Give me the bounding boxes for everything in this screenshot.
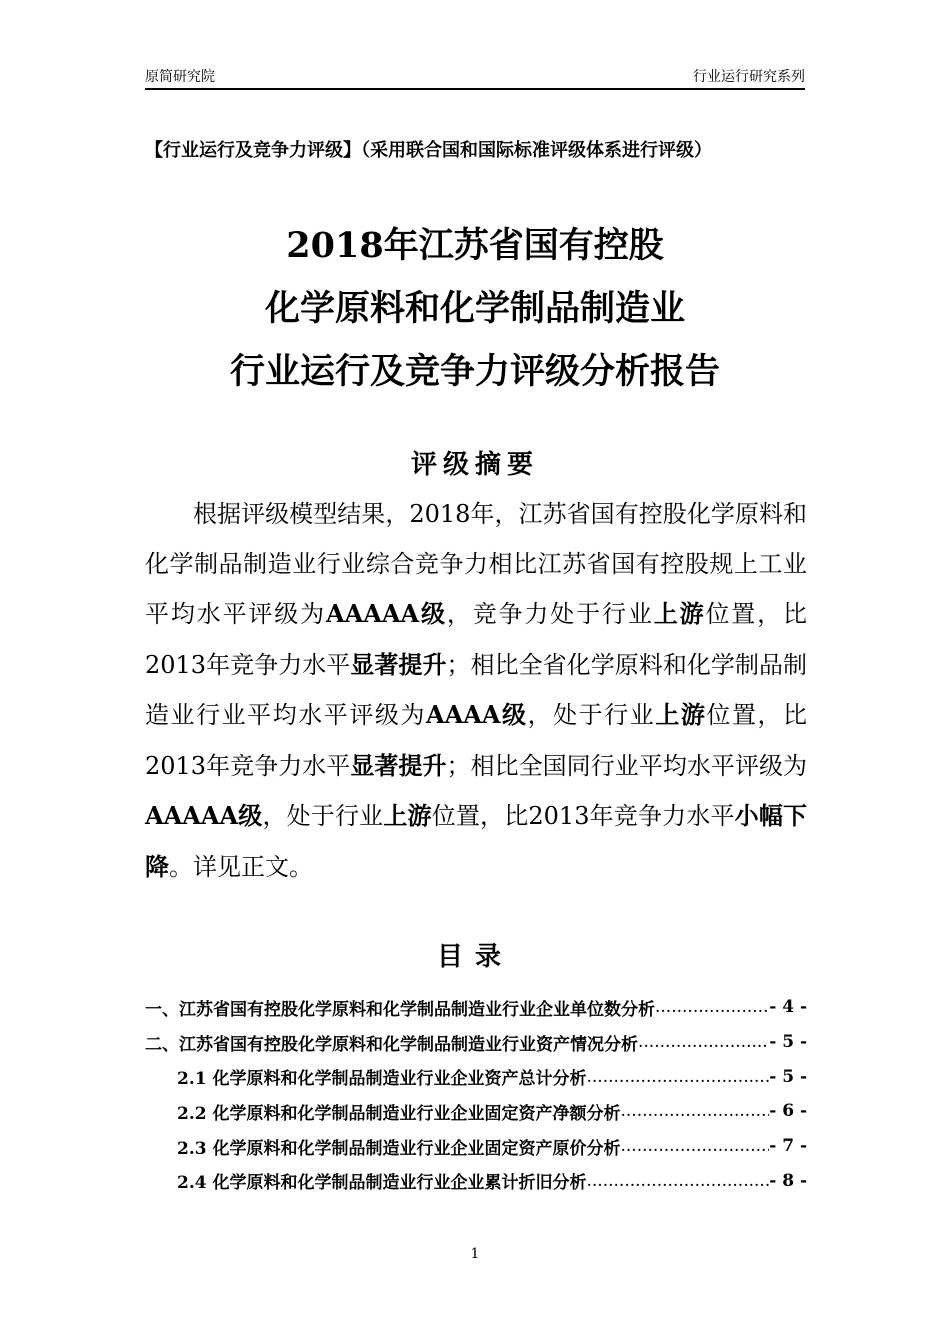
toc-entry-page: - 5 - <box>769 1032 807 1053</box>
report-title <box>0 214 950 403</box>
toc-entry-label[interactable]: 2.4 化学原料和化学制品制造业行业企业累计折旧分析 <box>177 1173 587 1194</box>
toc-entry-page: - 6 - <box>769 1101 807 1122</box>
toc-entry-page: - 7 - <box>769 1136 807 1157</box>
toc-leader-dots <box>638 1032 769 1052</box>
summary-heading: 评级摘要 <box>410 450 539 480</box>
toc-leader-dots <box>587 1067 770 1087</box>
summary-text: ；相比全国同行业平均水平评级为 <box>446 751 808 780</box>
position-highlight: 上游 <box>655 700 707 729</box>
toc-entry[interactable] <box>145 1025 807 1060</box>
summary-text: 根据评级模型结果，2018年，江苏省国有控股化学原料和化学制品制造业行业综合竞争力相比江苏省国有控股规上工业平均水平评级为 <box>145 500 807 628</box>
toc-leader-dots <box>655 997 769 1017</box>
toc-entry-label[interactable]: 二、江苏省国有控股化学原料和化学制品制造业行业资产情况分析 <box>145 1034 638 1055</box>
toc-subentry[interactable] <box>145 1059 807 1094</box>
report-tagline: 【行业运行及竞争力评级】（采用联合国和国际标准评级体系进行评级） <box>145 140 712 161</box>
page-header <box>145 66 805 90</box>
position-highlight: 上游 <box>653 599 706 628</box>
trend-highlight: 显著提升 <box>350 750 447 780</box>
toc-entry-page: - 5 - <box>769 1066 807 1087</box>
toc-leader-dots <box>621 1101 770 1121</box>
summary-text: 位置，比2013年竞争力水平 <box>145 600 808 679</box>
rating-highlight: AAAA级 <box>426 700 528 729</box>
toc-entry-label[interactable]: 2.3 化学原料和化学制品制造业行业企业固定资产原价分析 <box>177 1138 621 1159</box>
toc-heading: 目录 <box>436 942 513 972</box>
toc-entry-label[interactable]: 一、江苏省国有控股化学原料和化学制品制造业行业企业单位数分析 <box>145 999 655 1020</box>
toc-entry-page: - 4 - <box>769 997 807 1018</box>
summary-text: ，竞争力处于行业 <box>446 600 654 628</box>
toc-leader-dots <box>587 1171 770 1191</box>
toc-subentry[interactable] <box>145 1094 807 1129</box>
table-of-contents <box>145 990 807 1198</box>
summary-text: 位置，比2013年竞争力水平 <box>431 802 735 830</box>
summary-paragraph <box>145 490 807 892</box>
toc-leader-dots <box>621 1136 770 1156</box>
summary-text: 。详见正文。 <box>169 852 313 881</box>
header-series: 行业运行研究系列 <box>693 69 805 85</box>
rating-highlight: AAAAA级 <box>326 599 447 628</box>
title-line-1: 2018年江苏省国有控股 <box>286 225 664 266</box>
toc-subentry[interactable] <box>145 1129 807 1164</box>
position-highlight: 上游 <box>383 801 432 830</box>
page-number: 1 <box>470 1246 480 1262</box>
trend-highlight: 显著提升 <box>350 649 447 679</box>
rating-highlight: AAAAA级 <box>145 801 263 830</box>
toc-subentry[interactable] <box>145 1163 807 1198</box>
toc-entry-page: - 8 - <box>769 1170 807 1191</box>
toc-entry-label[interactable]: 2.1 化学原料和化学制品制造业行业企业资产总计分析 <box>177 1069 587 1090</box>
trend-highlight: 小幅下降 <box>145 801 808 881</box>
title-line-3: 行业运行及竞争力评级分析报告 <box>229 351 720 392</box>
header-org: 原简研究院 <box>145 69 215 85</box>
summary-text: ；相比全省化学原料和化学制品制造业行业平均水平评级为 <box>145 650 808 729</box>
title-line-2: 化学原料和化学制品制造业 <box>264 288 685 329</box>
summary-text: ，处于行业 <box>262 802 384 830</box>
toc-entry-label[interactable]: 2.2 化学原料和化学制品制造业行业企业固定资产净额分析 <box>177 1103 621 1124</box>
summary-text: 位置，比2013年竞争力水平 <box>145 701 808 780</box>
toc-entry[interactable] <box>145 990 807 1025</box>
summary-text: ，处于行业 <box>527 701 656 729</box>
